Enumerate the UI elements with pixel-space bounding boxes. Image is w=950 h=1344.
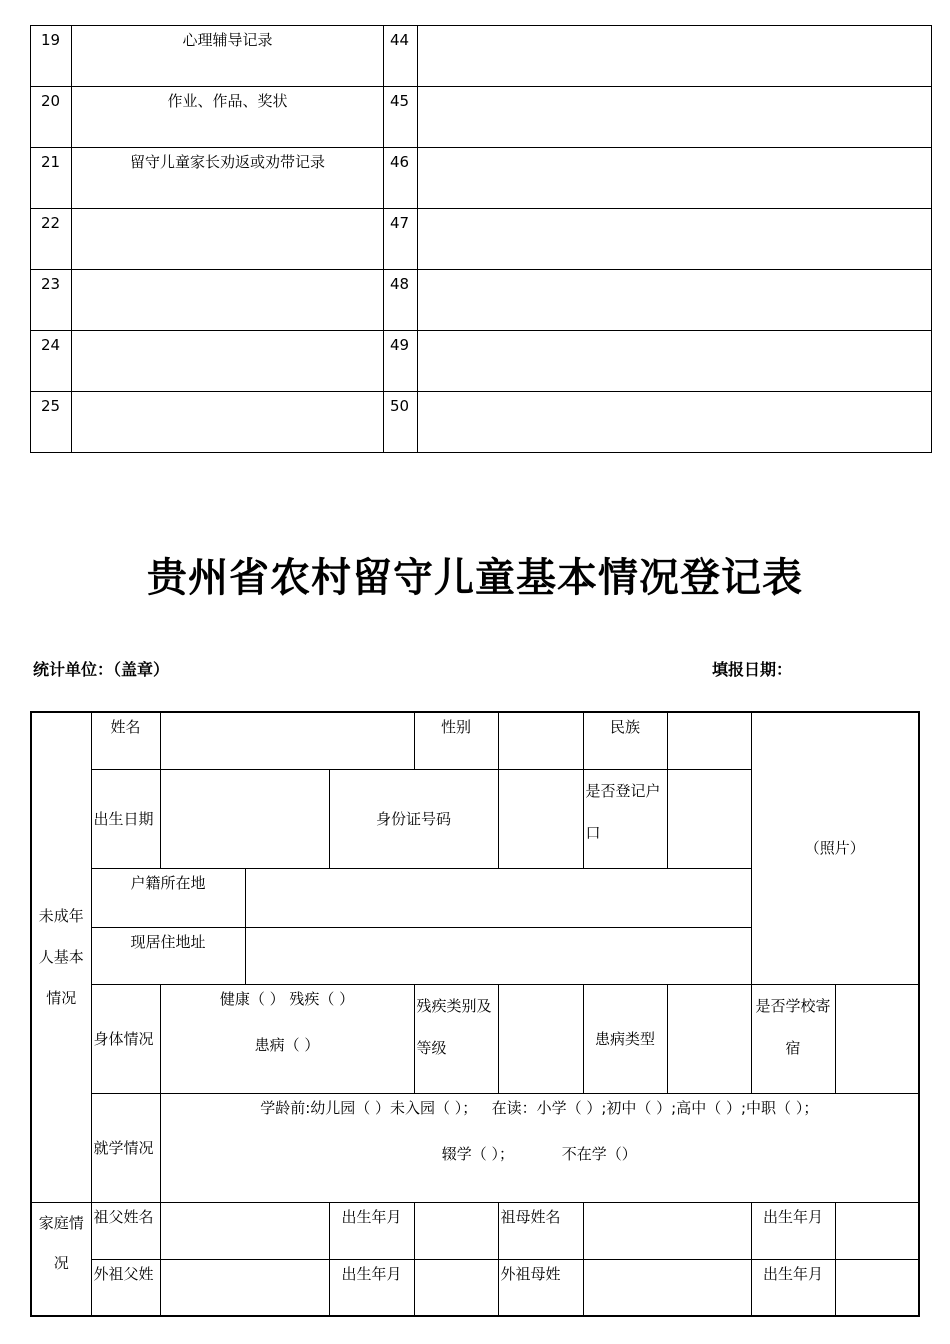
maternal-grandfather-birth-label: 出生年月 [329, 1259, 414, 1316]
disability-level-field[interactable] [498, 984, 583, 1093]
registration-table [30, 711, 920, 1317]
index-left-number: 25 [31, 392, 72, 453]
index-right-item[interactable] [418, 26, 932, 87]
grandmother-birth-field[interactable] [835, 1202, 919, 1259]
maternal-grandmother-birth-field[interactable] [835, 1259, 919, 1316]
physical-options-line1: 健康（ ） 残疾（ ） [219, 989, 355, 1008]
index-left-item[interactable]: 心理辅导记录 [72, 26, 384, 87]
hukou-place-label: 户籍所在地 [91, 868, 245, 927]
index-left-number: 20 [31, 87, 72, 148]
grandmother-name-field[interactable] [583, 1202, 751, 1259]
index-left-number: 23 [31, 270, 72, 331]
birth-date-label: 出生日期 [91, 769, 160, 868]
index-right-item[interactable] [418, 331, 932, 392]
index-row [31, 26, 932, 87]
grandfather-name-label: 祖父姓名 [91, 1202, 160, 1259]
schooling-options-line1: 学龄前:幼儿园（ ）未入园（ ）； 在读：小学（ ）;初中（ ）;高中（ ）;中职（ ）； [260, 1098, 819, 1117]
schooling-options[interactable] [160, 1093, 919, 1202]
maternal-grandmother-label: 外祖母姓 [498, 1259, 583, 1316]
maternal-grandfather-birth-field[interactable] [414, 1259, 498, 1316]
id-number-label: 身份证号码 [329, 769, 498, 868]
form-title: 贵州省农村留守儿童基本情况登记表 [147, 555, 803, 601]
id-number-field[interactable] [498, 769, 583, 868]
grandmother-birth-label: 出生年月 [751, 1202, 835, 1259]
index-left-number: 19 [31, 26, 72, 87]
grandfather-name-field[interactable] [160, 1202, 329, 1259]
index-left-number: 24 [31, 331, 72, 392]
physical-options-line2: 患病（ ） [254, 1035, 320, 1054]
ethnicity-label: 民族 [583, 712, 667, 769]
index-left-number: 22 [31, 209, 72, 270]
index-right-item[interactable] [418, 209, 932, 270]
index-row [31, 331, 932, 392]
gender-field[interactable] [498, 712, 583, 769]
grandmother-name-label: 祖母姓名 [498, 1202, 583, 1259]
registered-field[interactable] [667, 769, 751, 868]
index-right-number: 45 [384, 87, 418, 148]
index-left-number: 21 [31, 148, 72, 209]
index-row [31, 270, 932, 331]
index-right-number: 50 [384, 392, 418, 453]
index-row [31, 209, 932, 270]
index-right-number: 46 [384, 148, 418, 209]
name-label: 姓名 [91, 712, 160, 769]
gender-label: 性别 [414, 712, 498, 769]
index-right-item[interactable] [418, 87, 932, 148]
maternal-grandfather-label: 外祖父姓 [91, 1259, 160, 1316]
index-left-item[interactable]: 留守儿童家长劝返或劝带记录 [72, 148, 384, 209]
schooling-options-line2: 辍学（ ）； 不在学（） [441, 1144, 637, 1163]
ethnicity-field[interactable] [667, 712, 751, 769]
illness-type-field[interactable] [667, 984, 751, 1093]
index-right-number: 49 [384, 331, 418, 392]
index-right-item[interactable] [418, 148, 932, 209]
registered-label: 是否登记户口 [583, 769, 667, 868]
boarding-label: 是否学校寄宿 [751, 984, 835, 1093]
disability-level-label: 残疾类别及等级 [414, 984, 498, 1093]
index-row [31, 392, 932, 453]
fill-date-label: 填报日期： [712, 660, 793, 679]
illness-type-label: 患病类型 [583, 984, 667, 1093]
index-right-number: 44 [384, 26, 418, 87]
index-left-item[interactable] [72, 331, 384, 392]
name-field[interactable] [160, 712, 414, 769]
index-left-item[interactable]: 作业、作品、奖状 [72, 87, 384, 148]
index-row [31, 87, 932, 148]
schooling-label: 就学情况 [91, 1093, 160, 1202]
grandfather-birth-field[interactable] [414, 1202, 498, 1259]
archive-index-table [30, 25, 932, 453]
maternal-grandfather-field[interactable] [160, 1259, 329, 1316]
index-right-item[interactable] [418, 392, 932, 453]
index-left-item[interactable] [72, 209, 384, 270]
index-right-number: 48 [384, 270, 418, 331]
physical-options[interactable] [160, 984, 414, 1093]
boarding-field[interactable] [835, 984, 919, 1093]
index-left-item[interactable] [72, 270, 384, 331]
hukou-place-field[interactable] [245, 868, 751, 927]
maternal-grandmother-field[interactable] [583, 1259, 751, 1316]
photo-box[interactable]: （照片） [751, 712, 919, 984]
index-row [31, 148, 932, 209]
statistics-unit-label: 统计单位：（盖章） [33, 660, 170, 679]
index-right-number: 47 [384, 209, 418, 270]
maternal-grandmother-birth-label: 出生年月 [751, 1259, 835, 1316]
physical-label: 身体情况 [91, 984, 160, 1093]
family-section-label: 家庭情况 [31, 1202, 91, 1316]
current-address-field[interactable] [245, 927, 751, 984]
grandfather-birth-label: 出生年月 [329, 1202, 414, 1259]
birth-date-field[interactable] [160, 769, 329, 868]
minor-section-label: 未成年人基本情况 [31, 712, 91, 1202]
archive-index-body [31, 26, 932, 453]
index-right-item[interactable] [418, 270, 932, 331]
current-address-label: 现居住地址 [91, 927, 245, 984]
index-left-item[interactable] [72, 392, 384, 453]
